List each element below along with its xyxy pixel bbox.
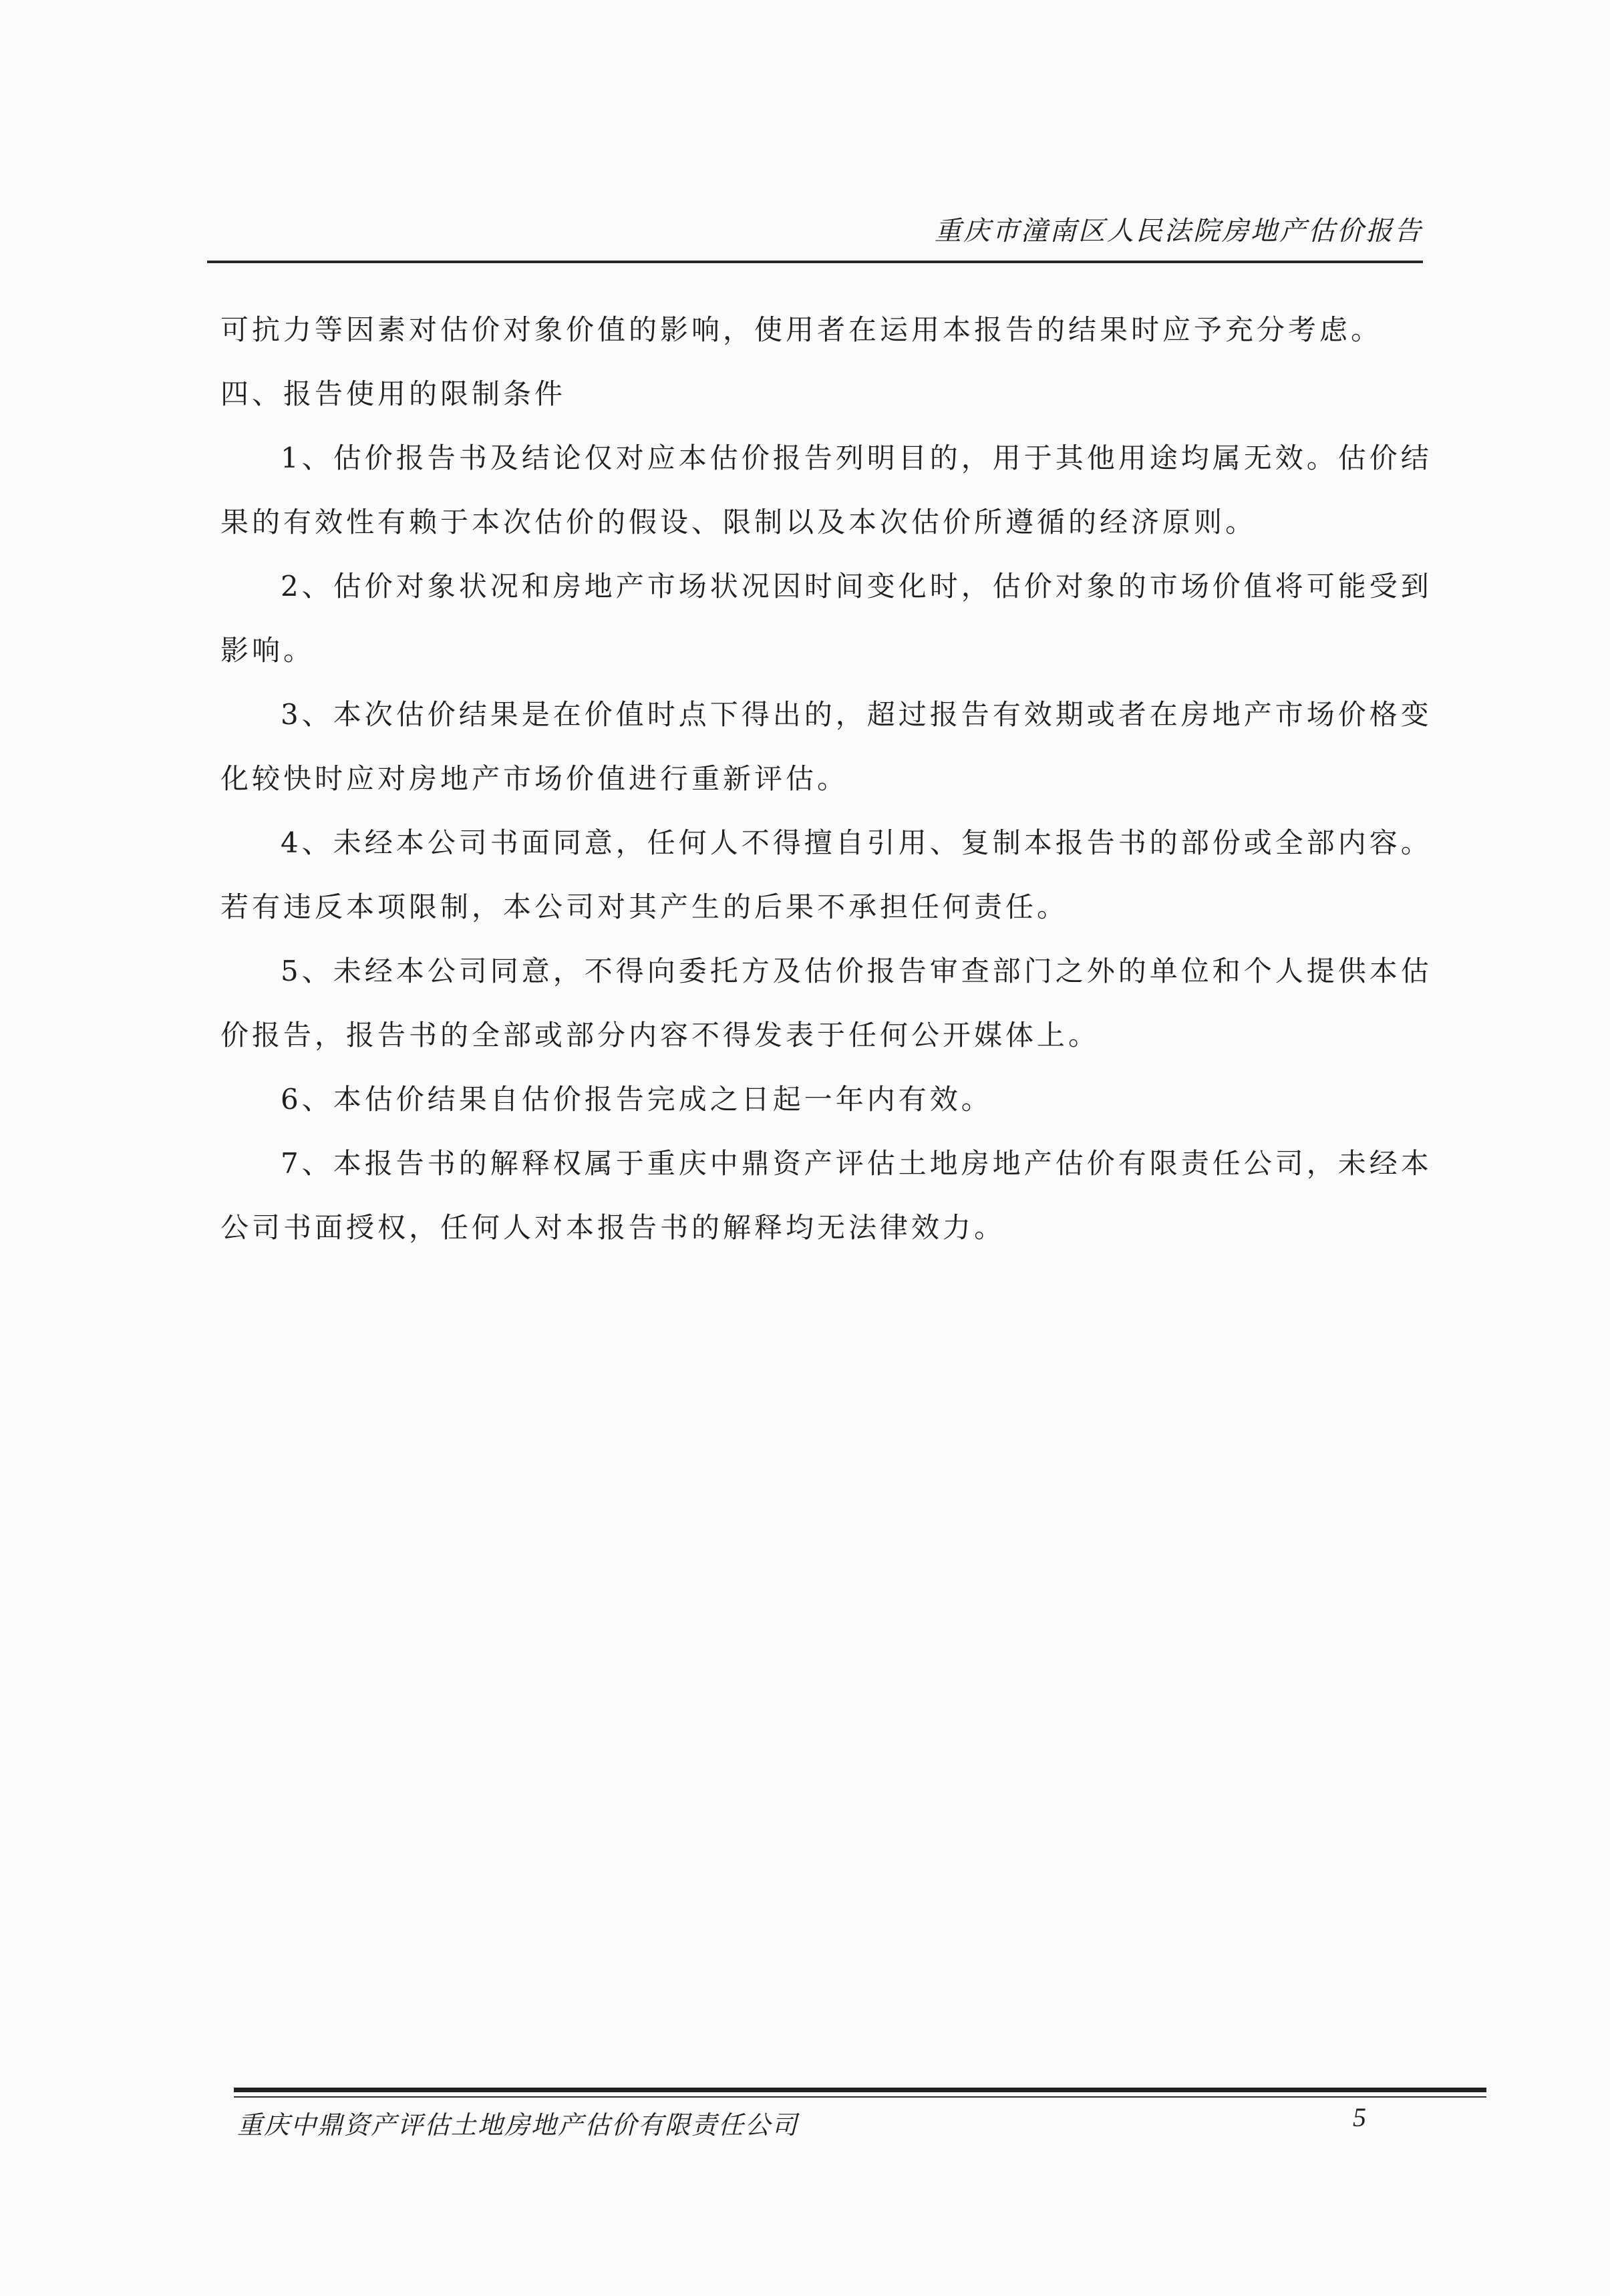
restriction-item-1: 1、估价报告书及结论仅对应本估价报告列明目的，用于其他用途均属无效。估价结果的有效性有赖于本次估价的假设、限制以及本次估价所遵循的经济原则。 <box>220 442 1432 538</box>
footer-divider-thick <box>234 2088 1486 2092</box>
report-body <box>220 298 1463 1260</box>
section-heading: 四、报告使用的限制条件 <box>220 377 567 410</box>
restriction-item-2: 2、估价对象状况和房地产市场状况因时间变化时，估价对象的市场价值将可能受到影响。 <box>220 570 1432 667</box>
restriction-item-5: 5、未经本公司同意，不得向委托方及估价报告审查部门之外的单位和个人提供本估价报告，报告书的全部或部分内容不得发表于任何公开媒体上。 <box>220 955 1432 1051</box>
header-divider <box>207 261 1423 263</box>
page-number: 5 <box>1353 2102 1366 2132</box>
restriction-item-3: 3、本次估价结果是在价值时点下得出的，超过报告有效期或者在房地产市场价格变化较快时应对房地产市场价值进行重新评估。 <box>220 698 1432 795</box>
report-title: 重庆市潼南区人民法院房地产估价报告 <box>935 216 1423 247</box>
restriction-item-4: 4、未经本公司书面同意，任何人不得擅自引用、复制本报告书的部份或全部内容。若有违反本项限制，本公司对其产生的后果不承担任何责任。 <box>220 826 1432 923</box>
restriction-item-7: 7、本报告书的解释权属于重庆中鼎资产评估土地房地产估价有限责任公司，未经本公司书面授权，任何人对本报告书的解释均无法律效力。 <box>220 1147 1432 1244</box>
footer-company-name: 重庆中鼎资产评估土地房地产估价有限责任公司 <box>237 2110 799 2140</box>
restriction-item-6: 6、本估价结果自估价报告完成之日起一年内有效。 <box>281 1083 993 1116</box>
footer-divider-thin <box>234 2096 1486 2098</box>
continuation-paragraph: 可抗力等因素对估价对象价值的影响，使用者在运用本报告的结果时应予充分考虑。 <box>220 313 1383 346</box>
